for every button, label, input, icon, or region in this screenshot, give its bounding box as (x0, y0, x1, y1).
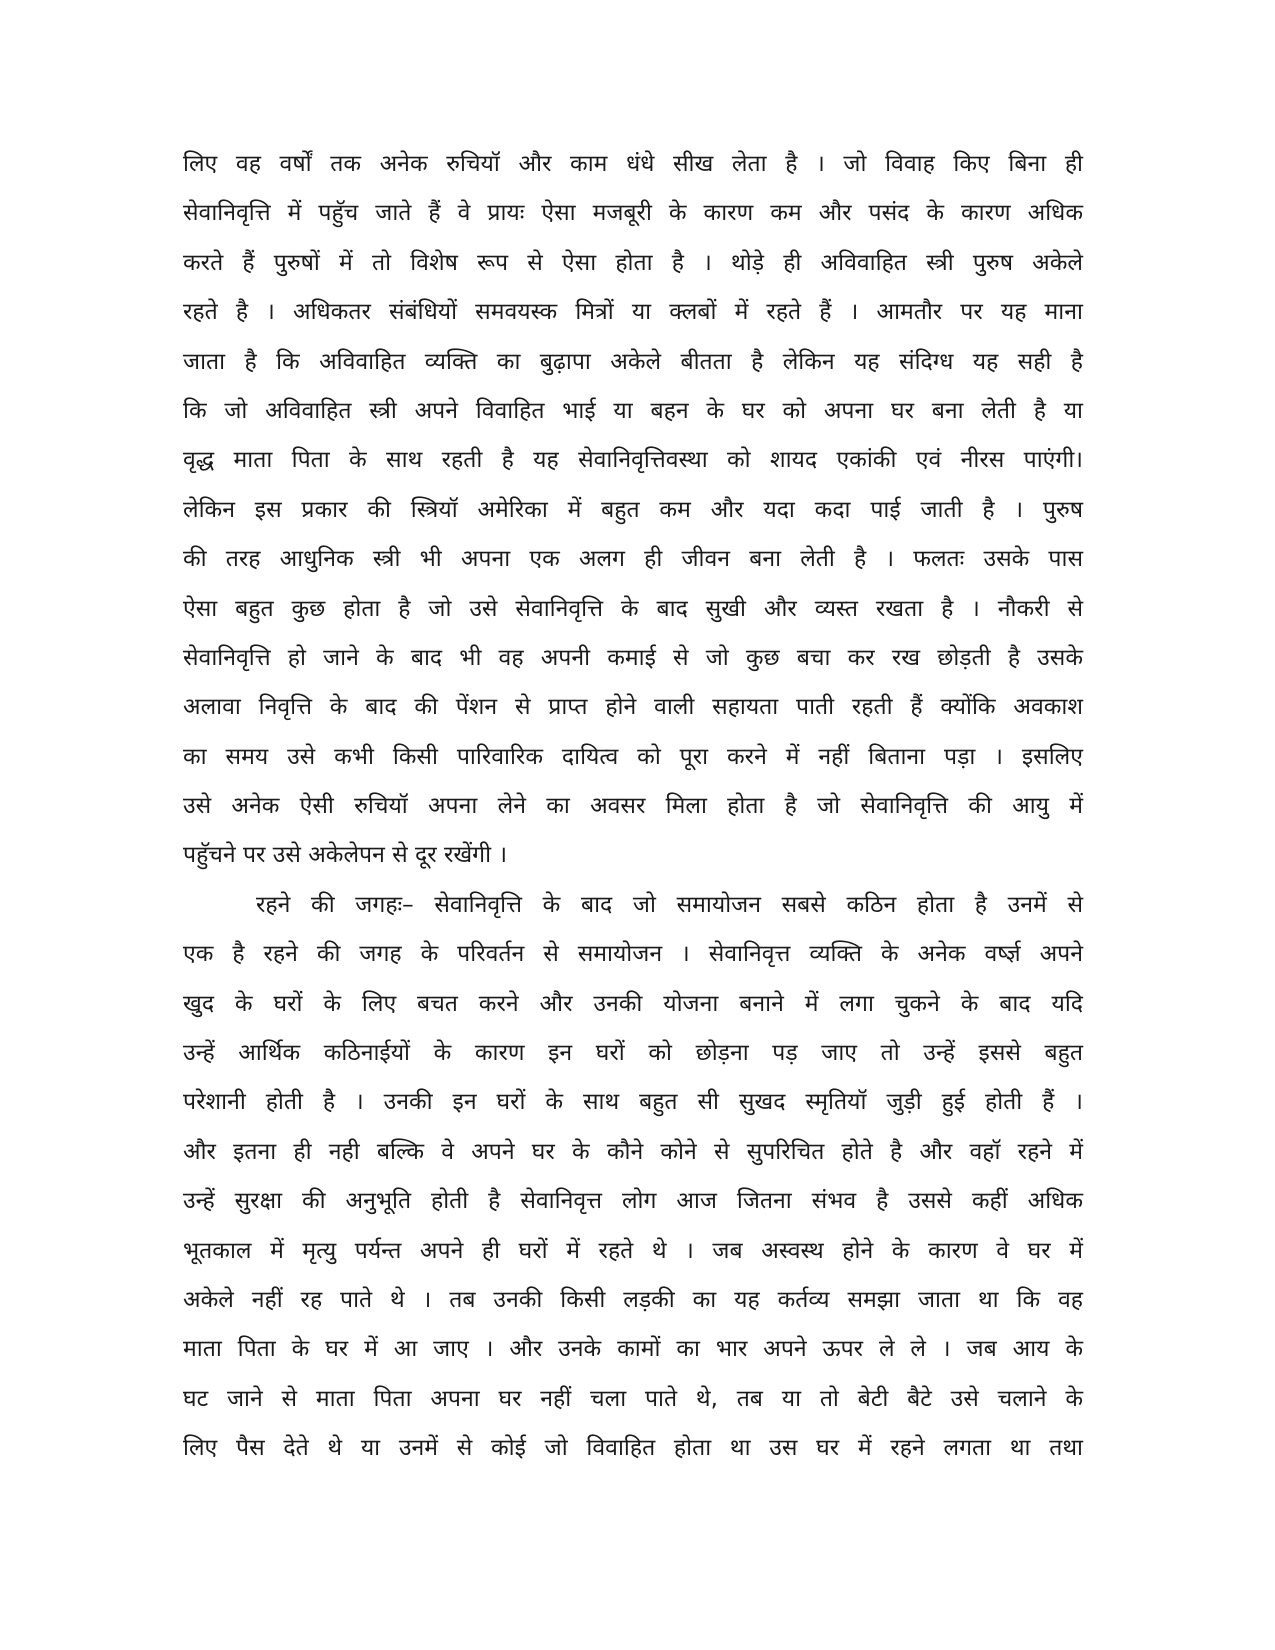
paragraph-1 (183, 140, 1083, 881)
text-line: घट जाने से माता पिता अपना घर नहीं चला पाते थे, तब या तो बेटी बैटे उसे चलाने के (183, 1385, 1083, 1412)
text-line: का समय उसे कभी किसी पारिवारिक दायित्व को पूरा करने में नहीं बिताना पड़ा । इसलिए (183, 743, 1083, 770)
text-line: करते हैं पुरुषों में तो विशेष रूप से ऐसा होता है । थोड़े ही अविवाहित स्त्री पुरुष अकेले (183, 249, 1083, 276)
text-line: लेकिन इस प्रकार की स्त्रियॉ अमेरिका में बहुत कम और यदा कदा पाई जाती है । पुरुष (183, 496, 1083, 523)
paragraph-2 (183, 881, 1083, 1474)
text-line: रहने की जगहः– सेवानिवृत्ति के बाद जो समायोजन सबसे कठिन होता है उनमें से (256, 891, 1083, 918)
text-line: लिए पैस देते थे या उनमें से कोई जो विवाहित होता था उस घर में रहने लगता था तथा (183, 1435, 1083, 1462)
text-line: ऐसा बहुत कुछ होता है जो उसे सेवानिवृत्ति के बाद सुखी और व्यस्त रखता है । नौकरी से (183, 595, 1083, 622)
text-line: उसे अनेक ऐसी रुचियॉ अपना लेने का अवसर मिला होता है जो सेवानिवृत्ति की आयु में (183, 793, 1083, 820)
text-line: सेवानिवृत्ति में पहुॅच जाते हैं वे प्रायः ऐसा मजबूरी के कारण कम और पसंद के कारण अधिक (183, 200, 1083, 227)
text-line: अलावा निवृत्ति के बाद की पेंशन से प्राप्त होने वाली सहायता पाती रहती हैं क्योंकि अवकाश (183, 694, 1083, 721)
text-line: उन्हें सुरक्षा की अनुभूति होती है सेवानिवृत्त लोग आज जितना संभव है उससे कहीं अधिक (183, 1188, 1083, 1215)
text-line: उन्हें आर्थिक कठिनाईयों के कारण इन घरों को छोड़ना पड़ जाए तो उन्हें इससे बहुत (183, 1040, 1083, 1067)
text-line: एक है रहने की जगह के परिवर्तन से समायोजन । सेवानिवृत्त व्यक्ति के अनेक वर्ष्ज्ञ अपने (183, 941, 1083, 968)
text-line: परेशानी होती है । उनकी इन घरों के साथ बहुत सी सुखद स्मृतियॉ जुड़ी हुई होती हैं । (183, 1089, 1083, 1116)
text-line: और इतना ही नही बल्कि वे अपने घर के कौने कोने से सुपरिचित होते है और वहॉ रहने में (183, 1138, 1083, 1165)
text-line: खुद के घरों के लिए बचत करने और उनकी योजना बनाने में लगा चुकने के बाद यदि (183, 990, 1083, 1017)
text-line: सेवानिवृत्ति हो जाने के बाद भी वह अपनी कमाई से जो कुछ बचा कर रख छोड़ती है उसके (183, 644, 1083, 671)
text-line: भूतकाल में मृत्यु पर्यन्त अपने ही घरों में रहते थे । जब अस्वस्थ होने के कारण वे घर में (183, 1237, 1083, 1264)
text-line: अकेले नहीं रह पाते थे । तब उनकी किसी लड़की का यह कर्तव्य समझा जाता था कि वह (183, 1286, 1083, 1313)
text-line: पहुॅचने पर उसे अकेलेपन से दूर रखेंगी । (183, 842, 508, 869)
body-text (183, 140, 1083, 1474)
text-line: कि जो अविवाहित स्त्री अपने विवाहित भाई या बहन के घर को अपना घर बना लेती है या (183, 397, 1083, 424)
text-line: लिए वह वर्षों तक अनेक रुचियॉ और काम धंधे सीख लेता है । जो विवाह किए बिना ही (183, 151, 1083, 177)
text-line: रहते है । अधिकतर संबंधियों समवयस्क मित्रों या क्लबों में रहते हैं । आमतौर पर यह माना (183, 299, 1083, 326)
text-line: की तरह आधुनिक स्त्री भी अपना एक अलग ही जीवन बना लेती है । फलतः उसके पास (183, 546, 1083, 573)
text-line: माता पिता के घर में आ जाए । और उनके कामों का भार अपने ऊपर ले ले । जब आय के (183, 1336, 1083, 1363)
text-line: वृद्ध माता पिता के साथ रहती है यह सेवानिवृत्तिवस्था को शायद एकांकी एवं नीरस पाएंगी। (183, 447, 1083, 474)
text-line: जाता है कि अविवाहित व्यक्ति का बुढ़ापा अकेले बीतता है लेकिन यह संदिग्ध यह सही है (183, 348, 1083, 375)
